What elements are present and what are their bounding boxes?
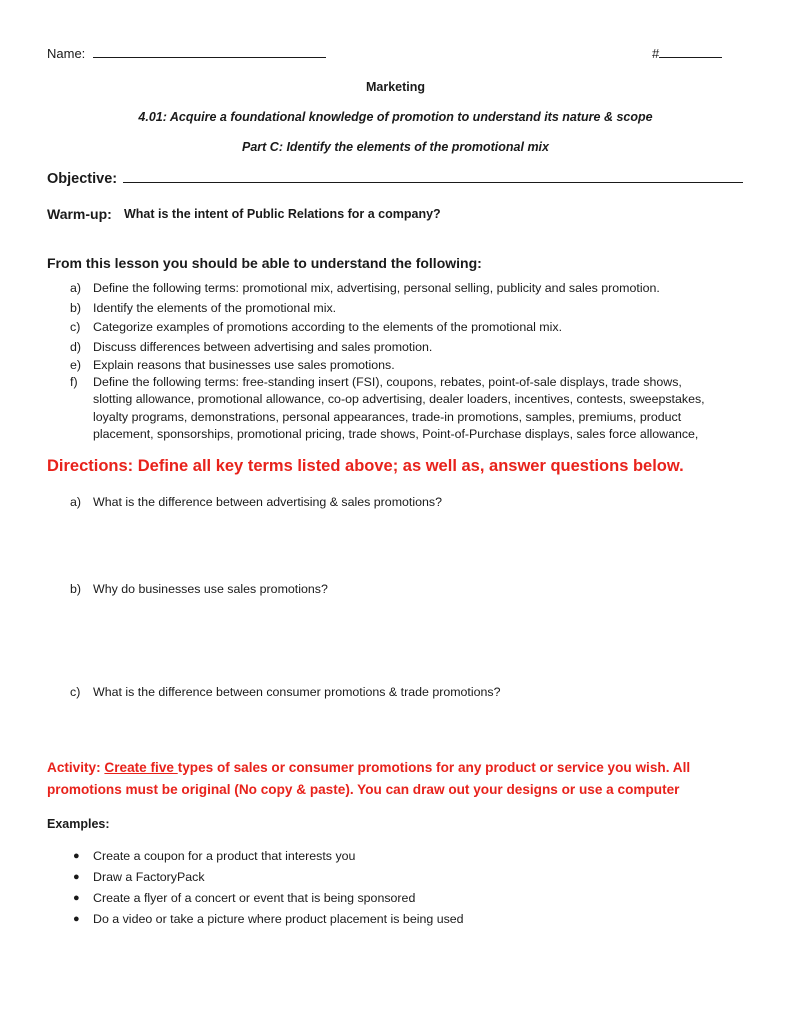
list-item-text: Identify the elements of the promotional mix. <box>93 301 337 315</box>
list-item-text: Create a flyer of a concert or event that is being sponsored <box>93 891 416 905</box>
number-label: # <box>652 46 660 61</box>
name-blank[interactable] <box>93 57 326 58</box>
list-item-text: Define the following terms: promotional mix, advertising, personal selling, publicity and sales promotion. <box>93 281 660 295</box>
list-marker: c) <box>70 320 81 334</box>
list-marker: f) <box>70 375 78 389</box>
list-item-text: placement, sponsorships, promotional pricing, trade shows, Point-of-Purchase displays, sales force allowance, <box>93 427 699 441</box>
lesson-heading: From this lesson you should be able to understand the following: <box>47 255 482 271</box>
list-item-text: Do a video or take a picture where product placement is being used <box>93 912 464 926</box>
question-marker: c) <box>70 685 81 699</box>
objective-blank[interactable] <box>123 182 743 183</box>
list-item-text: loyalty programs, demonstrations, personal appearances, trade-in promotions, samples, premiums, product <box>93 410 682 424</box>
activity-line-2: promotions must be original (No copy & paste). You can draw out your designs or use a computer <box>47 782 680 797</box>
question-text: What is the difference between consumer promotions & trade promotions? <box>93 685 501 699</box>
list-marker: a) <box>70 281 82 295</box>
question-text: What is the difference between advertising & sales promotions? <box>93 495 442 509</box>
bullet-icon: ● <box>73 892 80 904</box>
page-title: Marketing <box>365 80 426 94</box>
standard-heading: 4.01: Acquire a foundational knowledge of promotion to understand its nature & scope <box>138 110 653 124</box>
list-item-text: Categorize examples of promotions according to the elements of the promotional mix. <box>93 320 563 334</box>
objective-label: Objective: <box>47 171 118 187</box>
name-label <box>47 46 326 61</box>
list-marker: e) <box>70 358 82 372</box>
objective-row <box>47 171 743 187</box>
activity-text: types of sales or consumer promotions for any product or service you wish. All <box>177 760 691 775</box>
activity-line-1 <box>47 760 690 775</box>
part-heading: Part C: Identify the elements of the promotional mix <box>242 140 549 154</box>
directions-heading: Directions: Define all key terms listed above; as well as, answer questions below. <box>47 457 684 475</box>
list-item-text: slotting allowance, promotional allowance, co-op advertising, dealer loaders, incentives, contests, sweepstakes, <box>93 392 705 406</box>
list-item-text: Draw a FactoryPack <box>93 870 205 884</box>
number-field <box>652 46 722 61</box>
activity-underlined: Create five <box>104 760 178 775</box>
name-label-text: Name: <box>47 46 86 61</box>
warmup-label: Warm-up: <box>47 206 112 222</box>
number-blank[interactable] <box>659 57 722 58</box>
bullet-icon: ● <box>73 913 80 925</box>
list-marker: b) <box>70 301 82 315</box>
list-item-text: Explain reasons that businesses use sales promotions. <box>93 358 395 372</box>
list-item-text: Create a coupon for a product that interests you <box>93 849 356 863</box>
bullet-icon: ● <box>73 850 80 862</box>
warmup-question: What is the intent of Public Relations for a company? <box>124 207 441 221</box>
question-marker: a) <box>70 495 82 509</box>
examples-heading: Examples: <box>47 817 110 831</box>
question-text: Why do businesses use sales promotions? <box>93 582 328 596</box>
activity-label: Activity: <box>47 760 105 775</box>
list-marker: d) <box>70 340 82 354</box>
list-item-text: Define the following terms: free-standing insert (FSI), coupons, rebates, point-of-sale displays, trade shows, <box>93 375 682 389</box>
bullet-icon: ● <box>73 871 80 883</box>
question-marker: b) <box>70 582 82 596</box>
list-item-text: Discuss differences between advertising and sales promotion. <box>93 340 433 354</box>
